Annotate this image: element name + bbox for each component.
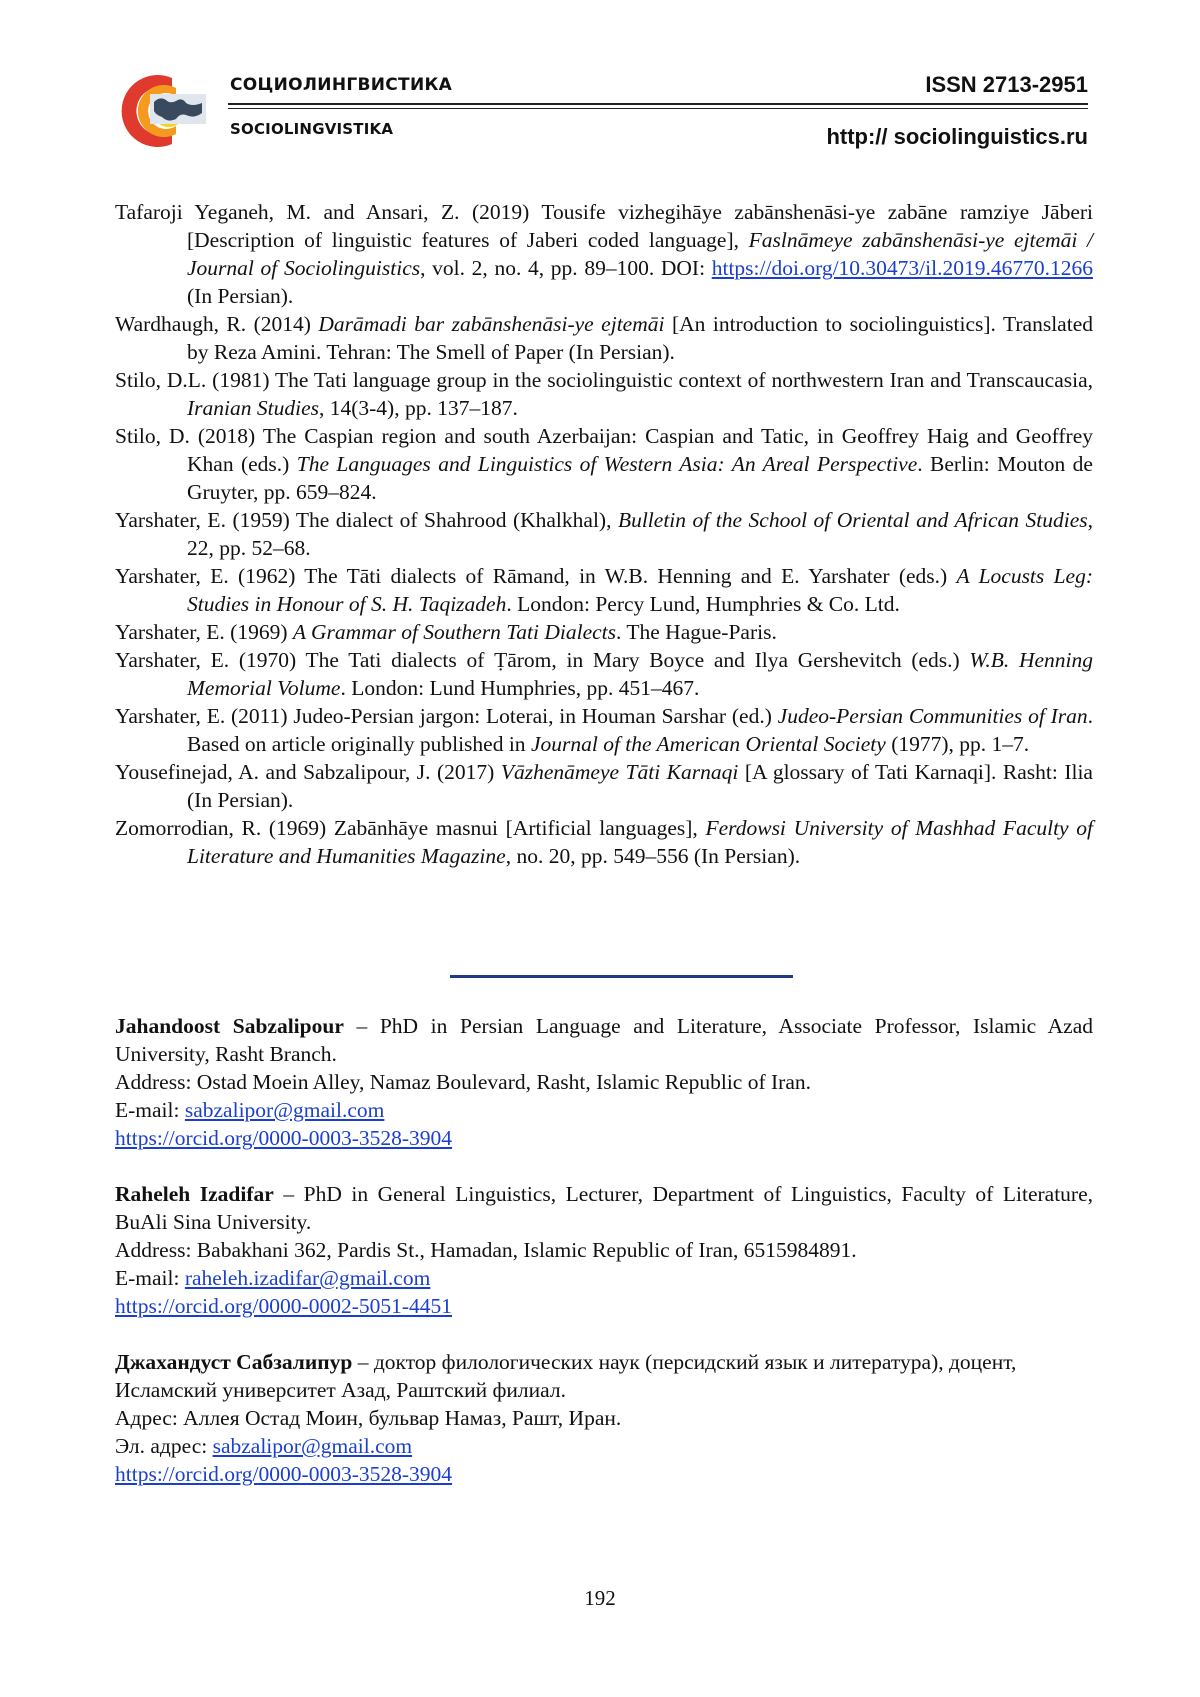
author-description: – доктор филологических наук (персидский язык и литература), доцент, Исламский университет Азад, Раштский филиал. bbox=[115, 1350, 1017, 1402]
journal-website: http:// sociolinguistics.ru bbox=[826, 124, 1088, 149]
journal-title-ru: СОЦИОЛИНГВИСТИКА bbox=[230, 75, 453, 95]
author-name: Raheleh Izadifar bbox=[115, 1182, 274, 1206]
orcid-link[interactable]: https://orcid.org/0000-0003-3528-3904 bbox=[115, 1462, 453, 1486]
author-description: – PhD in Persian Language and Literature, Associate Professor, Islamic Azad University, Rasht Branch. bbox=[115, 1014, 1094, 1066]
author-address: Адрес: Аллея Остад Моин, бульвар Намаз, Рашт, Иран. bbox=[115, 1406, 622, 1430]
author-block: Джахандуст Сабзалипур – доктор филологических наук (персидский язык и литература), доцент, Исламский университет Азад, Раштский филиал. Адрес: Аллея Остад Моин, бульвар Намаз, Рашт, Иран. Эл. адрес: sabzalipor@gmail.com https://orcid.org/0000-0003-3528-3904 bbox=[115, 1348, 1093, 1488]
reference-item: Yarshater, E. (1959) The dialect of Shahrood (Khalkhal), Bulletin of the School of Oriental and African Studies, 22, pp. 52–68. bbox=[115, 508, 1093, 560]
reference-item: Stilo, D. (2018) The Caspian region and south Azerbaijan: Caspian and Tatic, in Geoffrey Haig and Geoffrey Khan (eds.) The Languages and Linguistics of Western Asia: An Areal Perspective. Berlin: Mouton de Gruyter, pp. 659–824. bbox=[115, 424, 1093, 504]
author-block: Raheleh Izadifar – PhD in General Linguistics, Lecturer, Department of Linguistics, Faculty of Literature, BuAli Sina University. Address: Babakhani 362, Pardis St., Hamadan, Islamic Republic of Iran, 6515984891. E-mail: raheleh.izadifar@gmail.com https://orcid.org/0000-0002-5051-4451 bbox=[115, 1182, 1093, 1318]
reference-list bbox=[115, 198, 1093, 870]
email-link[interactable]: sabzalipor@gmail.com bbox=[184, 1098, 385, 1122]
reference-item: Zomorrodian, R. (1969) Zabānhāye masnui [Artificial languages], Ferdowsi University of Mashhad Faculty of Literature and Humanities Magazine, no. 20, pp. 549–556 (In Persian). bbox=[115, 816, 1093, 868]
author-name: Джахандуст Сабзалипур bbox=[115, 1350, 353, 1374]
reference-item: Yarshater, E. (1962) The Tāti dialects of Rāmand, in W.B. Henning and E. Yarshater (eds.) A Locusts Leg: Studies in Honour of S. H. Taqizadeh. London: Percy Lund, Humphries & Co. Ltd. bbox=[115, 564, 1093, 616]
header-rule bbox=[228, 103, 1088, 105]
author-block: Jahandoost Sabzalipour – PhD in Persian Language and Literature, Associate Professor, Islamic Azad University, Rasht Branch. Address: Ostad Moein Alley, Namaz Boulevard, Rasht, Islamic Republic of Iran. E-mail: sabzalipor@gmail.com https://orcid.org/0000-0003-3528-3904 bbox=[115, 1014, 1094, 1150]
orcid-link[interactable]: https://orcid.org/0000-0002-5051-4451 bbox=[115, 1294, 453, 1318]
reference-item: Yarshater, E. (1970) The Tati dialects of Ṭārom, in Mary Boyce and Ilya Gershevitch (eds.) W.B. Henning Memorial Volume. London: Lund Humphries, pp. 451–467. bbox=[115, 648, 1093, 700]
doi-link[interactable]: https://doi.org/10.30473/il.2019.46770.1266 bbox=[711, 256, 1093, 280]
reference-item: Yarshater, E. (2011) Judeo-Persian jargon: Loterai, in Houman Sarshar (ed.) Judeo-Persian Communities of Iran. Based on article originally published in Journal of the American Oriental Society (1977), pp. 1–7. bbox=[115, 704, 1093, 756]
reference-item: Yarshater, E. (1969) A Grammar of Southern Tati Dialects. The Hague-Paris. bbox=[115, 620, 777, 644]
author-info bbox=[115, 1012, 1093, 1516]
reference-item: Stilo, D.L. (1981) The Tati language group in the sociolinguistic context of northwestern Iran and Transcaucasia, Iranian Studies, 14(3-4), pp. 137–187. bbox=[115, 368, 1093, 420]
author-address: Address: Babakhani 362, Pardis St., Hamadan, Islamic Republic of Iran, 6515984891. bbox=[115, 1238, 857, 1262]
reference-item: Tafaroji Yeganeh, M. and Ansari, Z. (2019) Tousife vizhegihāye zabānshenāsi-ye zabāne ramziye Jāberi [Description of linguistic features of Jaberi coded language], Faslnāmeye zabānshenāsi-ye ejtemāi / Journal of Sociolinguistics, vol. 2, no. 4, pp. 89–100. DOI: https://doi.org/10.30473/il.2019.46770.1266 (In Persian). bbox=[115, 200, 1093, 308]
issn: ISSN 2713-2951 bbox=[925, 72, 1088, 97]
author-address: Address: Ostad Moein Alley, Namaz Boulevard, Rasht, Islamic Republic of Iran. bbox=[115, 1070, 811, 1094]
header-rule-thin bbox=[228, 108, 1088, 109]
reference-item: Wardhaugh, R. (2014) Darāmadi bar zabānshenāsi-ye ejtemāi [An introduction to sociolinguistics]. Translated by Reza Amini. Tehran: The Smell of Paper (In Persian). bbox=[115, 312, 1093, 364]
reference-item: Yousefinejad, A. and Sabzalipour, J. (2017) Vāzhenāmeye Tāti Karnaqi [A glossary of Tati Karnaqi]. Rasht: Ilia (In Persian). bbox=[115, 760, 1093, 812]
author-description: – PhD in General Linguistics, Lecturer, Department of Linguistics, Faculty of Literature, BuAli Sina University. bbox=[115, 1182, 1093, 1234]
journal-logo bbox=[112, 72, 208, 150]
section-separator bbox=[450, 975, 793, 978]
author-name: Jahandoost Sabzalipour bbox=[115, 1014, 344, 1038]
email-link[interactable]: raheleh.izadifar@gmail.com bbox=[184, 1266, 431, 1290]
journal-title-en: SOCIOLINGVISTIKA bbox=[230, 120, 394, 138]
email-link[interactable]: sabzalipor@gmail.com bbox=[212, 1434, 413, 1458]
page-number: 192 bbox=[584, 1586, 616, 1610]
orcid-link[interactable]: https://orcid.org/0000-0003-3528-3904 bbox=[115, 1126, 453, 1150]
